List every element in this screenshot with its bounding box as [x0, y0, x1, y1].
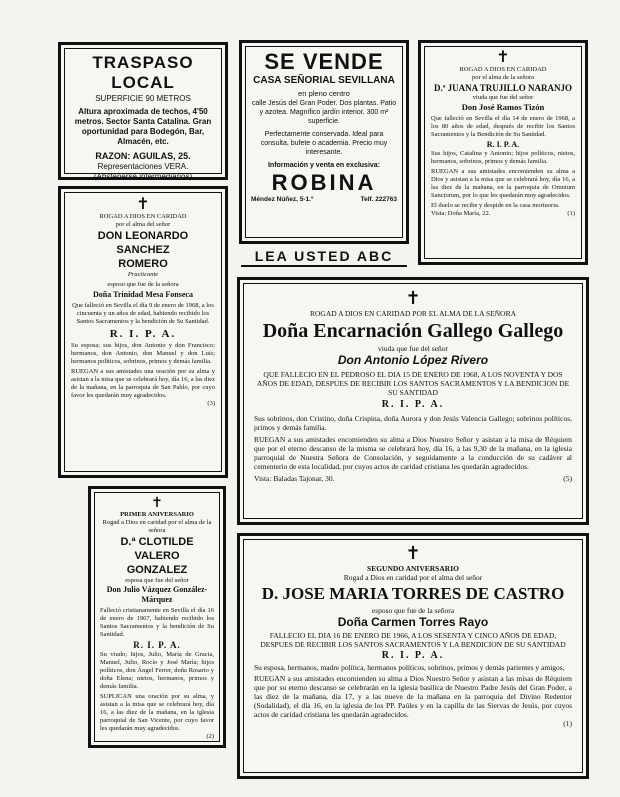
- clotilde-ruegan: SUPLICAN una oración por su alma, y asistan a la misa que se celebrará hoy, día 16, a las diez de la mañana, en la iglesia parroquial de San Vicente, por cuyo favor les quedarán muy agradecidos.: [100, 693, 214, 732]
- clotilde-husband-1: Don Julio Vázquez González-: [106, 585, 208, 594]
- juana-family: Sus hijos, Catalina y Antonio; hijos políticos, nietos, hermanos, sobrinos, primos y demás familia.: [431, 150, 575, 165]
- juana-viuda: viuda que fue del señor: [472, 94, 534, 101]
- leonardo-ripa: R. I. P. A.: [109, 328, 177, 340]
- juana-ruegan: RUEGAN a sus amistades encomienden su alma a Dios y asistan a la misa que se celebrará hoy, día 16, a las diez de la mañana, en la parroquia de Omnium Sanctorum, por lo que les quedarán muy agradecidos.: [431, 168, 575, 199]
- leonardo-body: Que falleció en Sevilla el día 9 de enero de 1968, a los cincuenta y un años de edad, habiendo recibido los Santos Sacramentos y la bendición de Su Santidad.: [72, 302, 214, 325]
- juana-address: Vista: Doña María, 22.: [431, 210, 491, 217]
- encarnacion-footer: [254, 474, 572, 483]
- cross-icon: ✝: [405, 543, 421, 563]
- juana-number: (1): [567, 210, 575, 217]
- juana-husband: Don José Ramos Tizón: [461, 102, 545, 112]
- se-vende-subtitle: CASA SEÑORIAL SEVILLANA: [253, 75, 395, 86]
- encarnacion-viuda: viuda que fue del señor: [378, 344, 448, 353]
- jose-ripa: R. I. P. A.: [381, 650, 445, 661]
- clotilde-rogad: Rogad a Dios en caridad por el alma de la señora: [102, 519, 212, 534]
- encarnacion-name: Doña Encarnación Gallego Gallego: [262, 320, 564, 342]
- traspaso-body: Altura aproximada de techos, 4'50 metros. Sector Santa Catalina. Gran oportunidad para Bodegón, Bar, Almacén, etc.: [74, 107, 212, 146]
- traspaso-abstenerse: (Abstenerse intermediarios): [93, 172, 193, 181]
- cross-icon: ✝: [496, 49, 510, 66]
- se-vende-title: SE VENDE: [264, 49, 384, 74]
- esquela-encarnacion: [237, 277, 589, 525]
- jose-family: Su esposa, hermanos, madre política, hermanos políticos, sobrinos, primos y demás parientes y amigos,: [254, 663, 565, 672]
- leonardo-por-alma: por el alma del señor: [115, 221, 171, 228]
- esquela-clotilde: [88, 486, 226, 748]
- cross-icon: ✝: [151, 496, 163, 511]
- juana-name: D.ª JUANA TRUJILLO NARANJO: [433, 83, 573, 93]
- lea-abc-banner: LEA USTED ABC: [241, 247, 407, 267]
- jose-esposo: esposo que fue de la señora: [371, 606, 455, 615]
- se-vende-address: Méndez Núñez, 5-1.º: [251, 196, 314, 203]
- juana-ripa: R. I. P. A.: [486, 140, 520, 149]
- encarnacion-body: QUE FALLECIO EN EL PEDROSO EL DIA 15 DE ENERO DE 1968, A LOS NOVENTA Y DOS AÑOS DE EDAD, DESPUES DE RECIBIR LOS SANTOS SACRAMENTOS Y LA BENDICION DE SU SANTIDAD: [256, 370, 570, 397]
- jose-name: D. JOSE MARIA TORRES DE CASTRO: [261, 584, 565, 603]
- se-vende-centro: en pleno centro: [298, 89, 350, 98]
- jose-aniversario: SEGUNDO ANIVERSARIO: [367, 564, 459, 573]
- leonardo-wife: Doña Trinidad Mesa Fonseca: [93, 290, 193, 299]
- se-vende-info: Información y venta en exclusiva:: [267, 162, 381, 169]
- traspaso-rep: Representaciones VERA.: [97, 162, 189, 171]
- juana-rogad: ROGAD A DIOS EN CARIDAD: [459, 66, 547, 73]
- cross-icon: ✝: [136, 196, 150, 213]
- jose-ruegan: RUEGAN a sus amistades encomienden su alma a Dios Nuestro Señor y asistan a las misas de Réquiem que por su eterno descanso se celebrarán en la iglesia basílica de Nuestro Padre Jesús del Gran Poder, a las diez de la mañana, día 17, y a las nueve de la mañana en la parroquia del Divino Redentor (Sodalidad), el día 16, en la iglesia de los PP. Paúles y en la capilla de las Siervas de Jesús, por cuyos actos de caridad cristiana les quedarán agradecidos.: [254, 674, 572, 719]
- juana-por-alma: por el alma de la señora: [472, 74, 534, 81]
- clotilde-husband-2: Márquez: [141, 595, 173, 604]
- se-vende-desc: Perfectamente conservada. Ideal para consulta, bufete o academia. Precio muy interesante.: [260, 131, 388, 156]
- jose-body: FALLECIO EL DIA 16 DE ENERO DE 1966, A LOS SESENTA Y CINCO AÑOS DE EDAD, DESPUES DE RECIBIR LOS SANTOS SACRAMENTOS Y LA BENDICION DE SU SANTIDAD: [260, 631, 566, 649]
- juana-footer: [431, 210, 575, 218]
- clotilde-ripa: R. I. P. A.: [133, 640, 181, 650]
- encarnacion-address: Vista: Baladas Tajonar, 30.: [254, 474, 335, 483]
- leonardo-name-1: DON LEONARDO SANCHEZ: [97, 230, 189, 256]
- traspaso-ad: [58, 42, 228, 180]
- leonardo-rogad: ROGAD A DIOS EN CARIDAD: [99, 213, 187, 220]
- traspaso-subtitle: SUPERFICIE 90 METROS: [95, 94, 191, 103]
- clotilde-number: (2): [206, 733, 214, 740]
- clotilde-aniversario: PRIMER ANIVERSARIO: [120, 511, 194, 518]
- leonardo-esposo: esposo que fue de la señora: [107, 281, 179, 288]
- esquela-leonardo: [58, 186, 228, 478]
- traspaso-title: TRASPASO LOCAL: [92, 53, 194, 92]
- juana-body: Que falleció en Sevilla el día 14 de enero de 1968, a los 80 años de edad, después de recibir los Santos Sacramentos y la Bendición de Su Santidad.: [431, 115, 575, 138]
- encarnacion-number: (5): [563, 474, 572, 483]
- se-vende-ad: [239, 40, 409, 244]
- encarnacion-husband: Don Antonio López Rivero: [337, 353, 489, 367]
- encarnacion-family: Sus sobrinos, don Cristino, doña Crispina, doña Aurora y don Jesús Valencia Gallego; sobrinos políticos, primos y demás familia.: [254, 414, 572, 432]
- leonardo-number: (3): [207, 400, 215, 407]
- clotilde-esposa: esposa que fue del señor: [125, 577, 189, 584]
- clotilde-body: Falleció cristianamente en Sevilla el día 16 de enero de 1967, habiendo recibido los Santos Sacramentos y la bendición de Su Santidad.: [100, 607, 214, 638]
- traspaso-razon: RAZON: AGUILAS, 25.: [95, 151, 191, 161]
- leonardo-name-2: ROMERO: [118, 258, 168, 270]
- encarnacion-rogad: ROGAD A DIOS EN CARIDAD POR EL ALMA DE LA SEÑORA: [310, 309, 516, 318]
- leonardo-family: Su esposa; sus hijos, don Antonio y don Francisco; hermanos, don Antonio, don Manuel y don Luis; hermanos políticos, sobrinos, primos y demás familia.: [71, 342, 215, 365]
- encarnacion-ruegan: RUEGAN a sus amistades encomienden su alma a Dios Nuestro Señor y asistan a la misa de Réquiem que por el eterno descanso de la misma se celebrará hoy, día 16, a las 9,30 de la mañana, en la iglesia parroquial de Nuestra Señora de Consolación, y seguidamente a la conducción de su cadáver al cementerio de esta localidad, por cuyos actos de caridad cristiana les quedarán agradecidos.: [254, 435, 572, 471]
- encarnacion-ripa: R. I. P. A.: [381, 399, 445, 410]
- cross-icon: ✝: [405, 288, 421, 308]
- se-vende-contact: [251, 196, 397, 203]
- leonardo-title: Practicante: [127, 271, 159, 278]
- clotilde-family: Su viudo; hijos, Julio, María de Gracia, Manuel, Julio, Rocío y José María; hijos políticos, don Ángel Ferrer, doña Rosario y doña Elena; nietos, hermanos, primos y demás familia.: [100, 651, 214, 690]
- jose-number: (1): [563, 719, 572, 728]
- jose-wife: Doña Carmen Torres Rayo: [337, 615, 489, 629]
- clotilde-name-1: D.ª CLOTILDE VALERO: [120, 536, 194, 562]
- leonardo-ruegan: RUEGAN a sus amistades una oración por su alma y asistan a la misa que se celebrará hoy, día 16, a las diez de la mañana, en la parroquia de San Pablo, por cuyo favor les quedarán muy agradecidos.: [71, 368, 215, 399]
- robina-brand: ROBINA: [271, 170, 377, 195]
- esquela-jose-maria: [237, 533, 589, 779]
- esquela-juana: [418, 40, 588, 265]
- juana-duelo: El duelo se recibe y despide en la casa mortuoria.: [431, 202, 560, 209]
- se-vende-body: calle Jesús del Gran Poder. Dos plantas. Patio y azotea. Magnífico jardín interior. 300 m² superficie.: [251, 100, 397, 125]
- se-vende-phone: Telf. 222763: [360, 196, 397, 203]
- clotilde-name-2: GONZALEZ: [126, 564, 188, 576]
- jose-rogad: Rogad a Dios en caridad por el alma del señor: [343, 573, 483, 582]
